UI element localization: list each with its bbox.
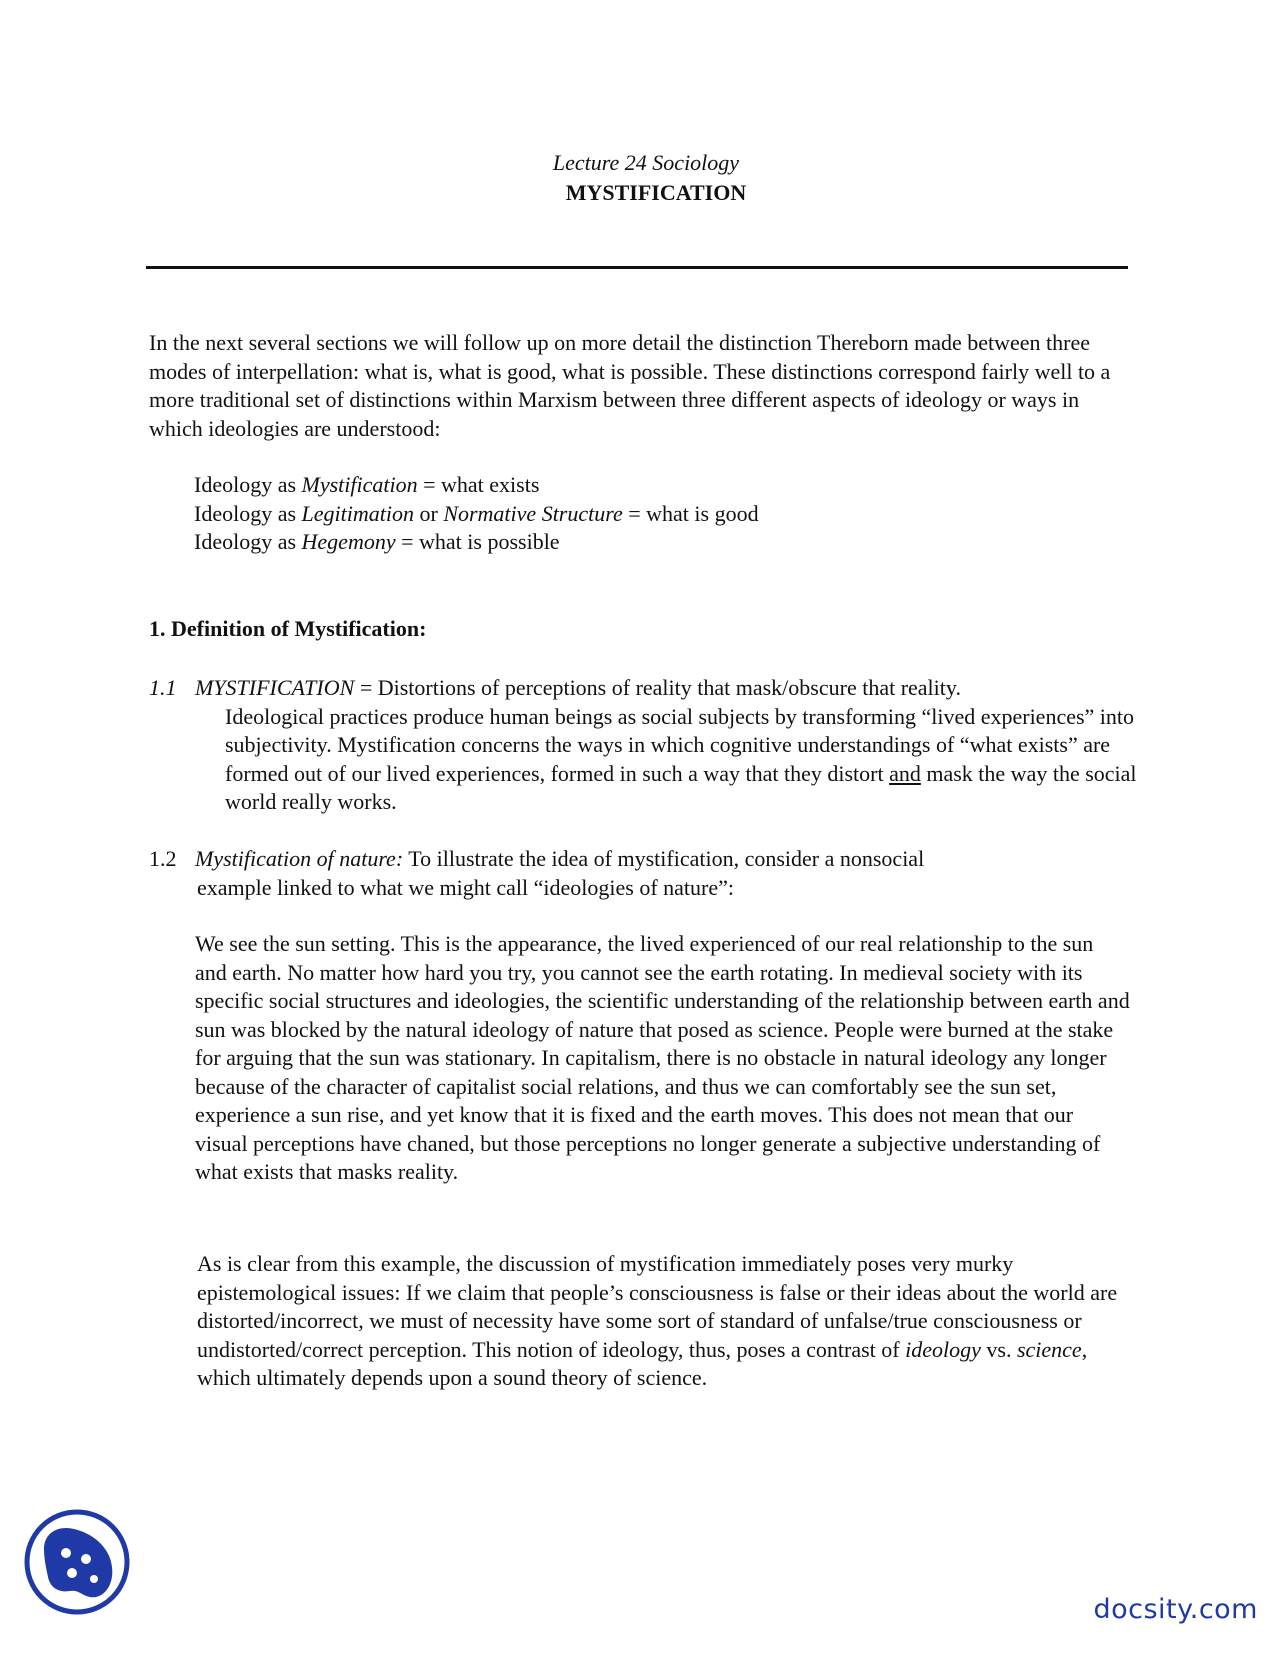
item-definition: = Distortions of perceptions of reality that mask/obscure that reality. xyxy=(354,675,961,700)
ideology-term: Normative Structure xyxy=(443,500,623,526)
lecture-subtitle: Lecture 24 Sociology xyxy=(552,150,740,175)
ideology-suffix: = what is good xyxy=(622,500,759,526)
ideology-list-item xyxy=(194,500,1094,529)
definition-item-1-1 xyxy=(149,674,1139,817)
ideology-term: Legitimation xyxy=(301,500,414,526)
ideology-list-item xyxy=(194,471,1094,500)
ideology-suffix: = what exists xyxy=(417,472,540,497)
paragraph-text: , which ultimately depends upon a sound theory of science. xyxy=(197,1336,1088,1390)
item-term: MYSTIFICATION xyxy=(195,675,355,700)
definition-item-1-2 xyxy=(149,845,1139,902)
section-heading: 1. Definition of Mystification: xyxy=(149,616,427,641)
ideology-term: Hegemony xyxy=(301,529,396,554)
emphasis-term: science xyxy=(1016,1336,1082,1362)
ideology-suffix: = what is possible xyxy=(395,529,560,554)
page-title: MYSTIFICATION xyxy=(565,180,747,205)
docsity-brand-link[interactable]: docsity.com xyxy=(1093,1594,1258,1625)
docsity-logo-graphic xyxy=(22,1507,132,1617)
ideology-prefix: Ideology as xyxy=(194,500,302,526)
item-first-line xyxy=(149,845,1139,874)
ideology-list-item xyxy=(194,528,1094,557)
ideology-prefix: Ideology as xyxy=(194,529,302,554)
intro-paragraph: In the next several sections we will follow up on more detail the distinction Thereborn made between three modes of interpellation: what is, what is good, what is possible. These distinctions correspond fairly well to a more traditional set of distinctions within Marxism between three different aspects of ideology or ways in which ideologies are understood: xyxy=(149,330,1111,441)
paragraph-text: As is clear from this example, the discussion of mystification immediately poses very murky epistemological issues: If we claim that people’s consciousness is false or their ideas about the world are distorted/incorrect, we must of necessity have some sort of standard of unfalse/true consciousness or undistorted/correct perception. This notion of ideology, thus, poses a contrast of xyxy=(197,1251,1118,1362)
ideology-term: Mystification xyxy=(301,472,418,497)
item-body xyxy=(149,703,1139,817)
underlined-word: and xyxy=(889,760,921,786)
item-number: 1.1 xyxy=(149,675,177,700)
emphasis-term: ideology xyxy=(905,1336,981,1362)
docsity-logo-icon[interactable] xyxy=(22,1507,132,1617)
paragraph-text: vs. xyxy=(980,1336,1017,1362)
item-term: Mystification of nature: xyxy=(195,846,404,871)
item-body: example linked to what we might call “ideologies of nature”: xyxy=(197,874,734,900)
item-first-line xyxy=(149,674,1139,703)
ideology-connector: or xyxy=(413,500,444,526)
item-body-text: Ideological practices produce human beings as social subjects by transforming “lived experiences” into subjectivity. Mystification concerns the ways in which cognitive understandings of “what exists” are formed out of our lived experiences, formed in such a way that they distort xyxy=(225,703,1135,786)
sun-example-paragraph: We see the sun setting. This is the appearance, the lived experienced of our real relationship to the sun and earth. No matter how hard you try, you cannot see the earth rotating. In medieval society with its specific social structures and ideologies, the scientific understanding of the relationship between earth and sun was blocked by the natural ideology of nature that posed as science. People were burned at the stake for arguing that the sun was stationary. In capitalism, there is no obstacle in natural ideology any longer because of the character of capitalist social relations, and thus we can comfortably see the sun set, experience a sun rise, and yet know that it is fixed and the earth moves. This does not mean that our visual perceptions have chaned, but those perceptions no longer generate a subjective understanding of what exists that masks reality. xyxy=(195,931,1130,1184)
ideology-prefix: Ideology as xyxy=(194,472,302,497)
item-body-text: mask the way the social world really works. xyxy=(225,760,1137,814)
header-divider xyxy=(146,266,1128,269)
epistemology-paragraph xyxy=(197,1250,1132,1393)
item-definition: To illustrate the idea of mystification, consider a nonsocial xyxy=(403,846,925,871)
item-number: 1.2 xyxy=(149,846,177,871)
ideology-list xyxy=(194,471,1094,557)
